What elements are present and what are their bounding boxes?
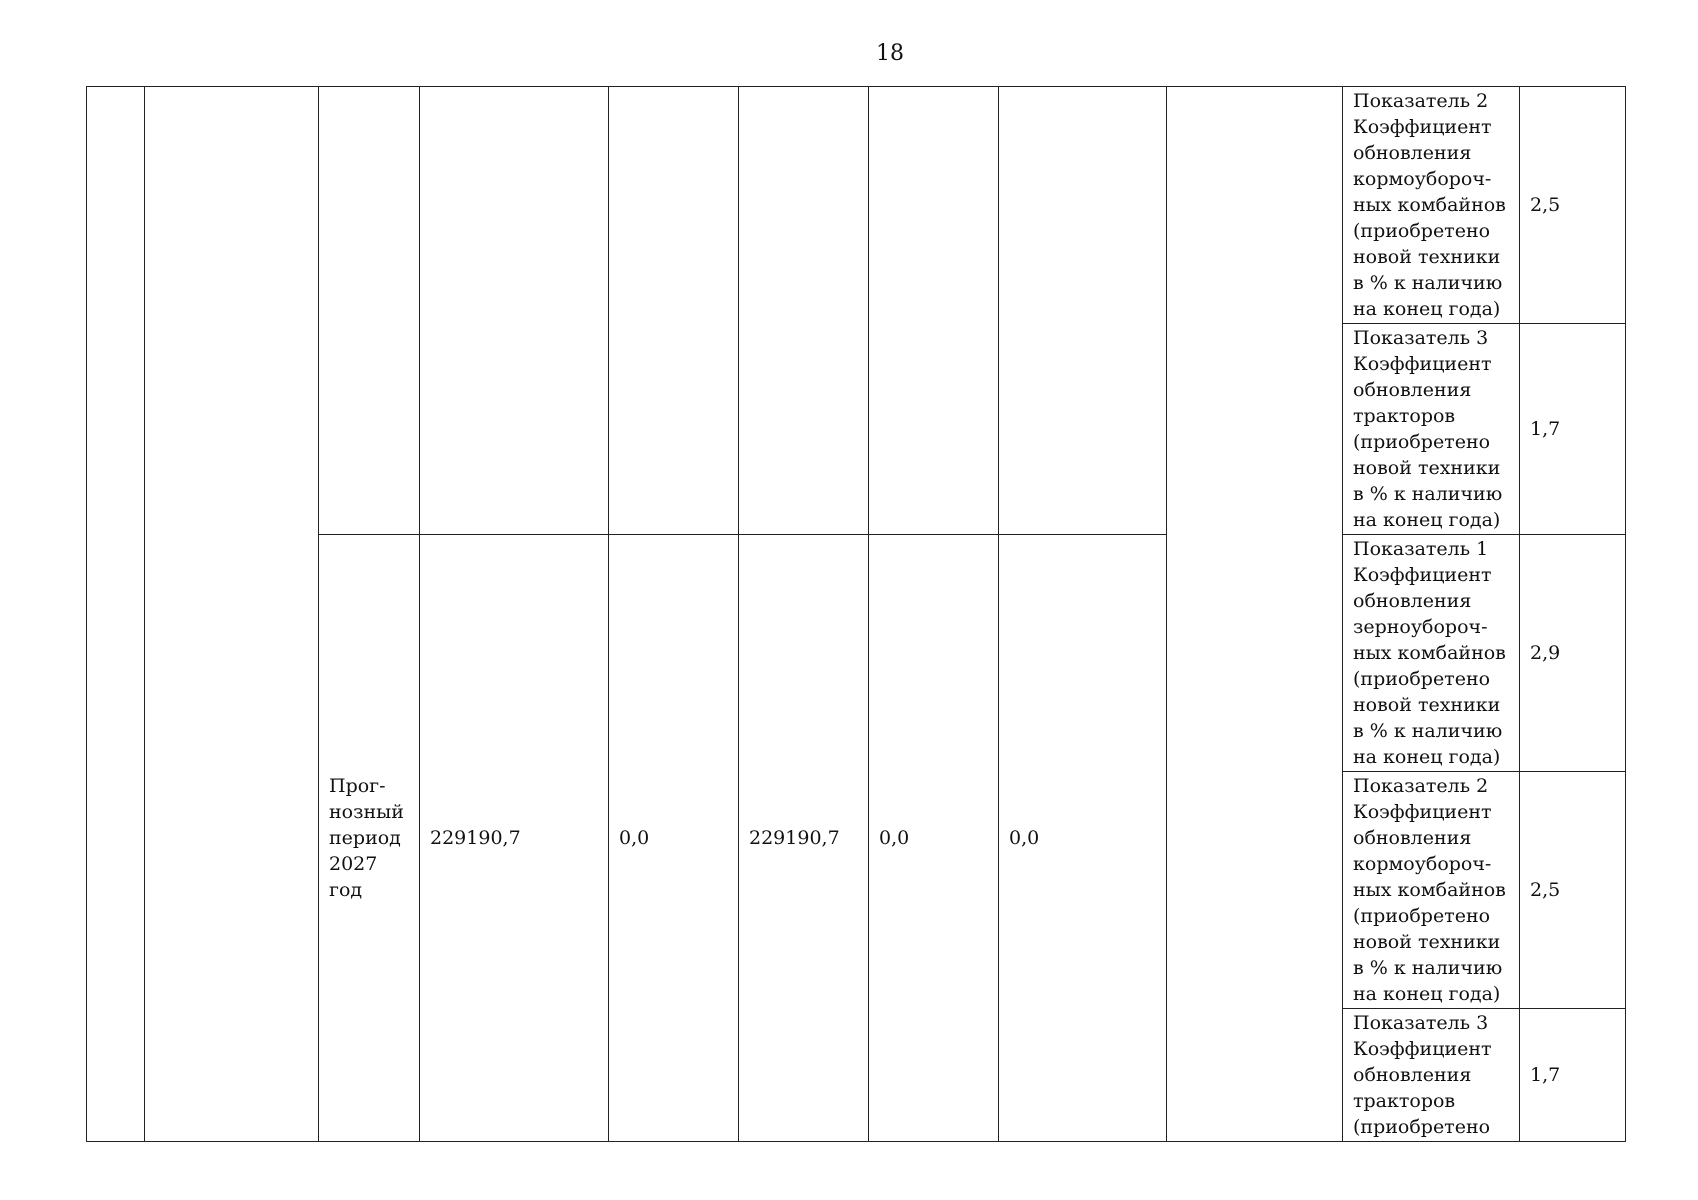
period-cell-previous: [319, 87, 420, 535]
budget-indicator-table: [86, 86, 1626, 1142]
other-cell-2027: 0,0: [999, 535, 1167, 1142]
page-number: 18: [876, 41, 904, 66]
indicator-name-cell: Показатель 3 Коэффициент обновления тракторов (приобретено: [1343, 1009, 1520, 1142]
federal-cell-previous: [609, 87, 739, 535]
table-row: [87, 87, 1626, 324]
other-cell-previous: [999, 87, 1167, 535]
regional-cell-2027: 229190,7: [739, 535, 869, 1142]
indicator-name-cell: Показатель 3 Коэффициент обновления тракторов (приобретено новой техники в % к наличию на конец года): [1343, 324, 1520, 535]
indicator-value-cell: 2,5: [1520, 87, 1626, 324]
row-number-cell: [87, 87, 145, 1142]
indicator-value-cell: 2,5: [1520, 772, 1626, 1009]
local-cell-2027: 0,0: [869, 535, 999, 1142]
indicator-value-cell: 2,9: [1520, 535, 1626, 772]
indicator-value-cell: 1,7: [1520, 324, 1626, 535]
responsible-cell: [1167, 87, 1343, 1142]
federal-cell-2027: 0,0: [609, 535, 739, 1142]
measure-name-cell: [145, 87, 319, 1142]
indicator-name-cell: Показатель 1 Коэффициент обновления зерноубороч- ных комбайнов (приобретено новой техники в % к наличию на конец года): [1343, 535, 1520, 772]
indicator-name-cell: Показатель 2 Коэффициент обновления кормоубороч- ных комбайнов (приобретено новой техники в % к наличию на конец года): [1343, 772, 1520, 1009]
local-cell-previous: [869, 87, 999, 535]
total-cell-previous: [420, 87, 609, 535]
indicator-name-cell: Показатель 2 Коэффициент обновления кормоубороч- ных комбайнов (приобретено новой техники в % к наличию на конец года): [1343, 87, 1520, 324]
period-cell-2027: Прог- нозный период 2027 год: [319, 535, 420, 1142]
total-cell-2027: 229190,7: [420, 535, 609, 1142]
indicator-value-cell: 1,7: [1520, 1009, 1626, 1142]
regional-cell-previous: [739, 87, 869, 535]
